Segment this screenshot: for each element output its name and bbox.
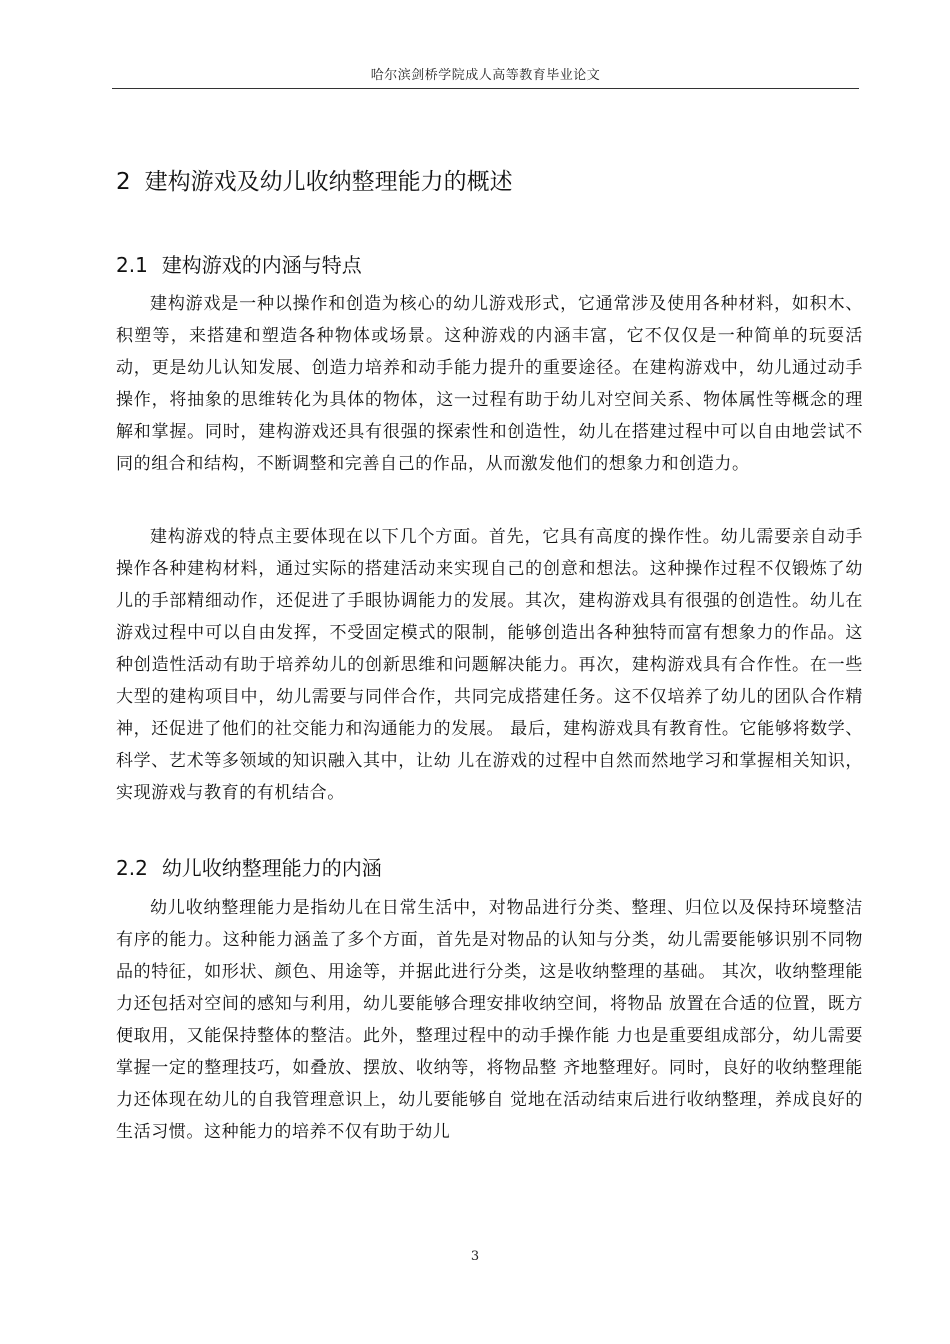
section-title: 建构游戏及幼儿收纳整理能力的概述 — [144, 169, 513, 195]
body-paragraph: 建构游戏是一种以操作和创造为核心的幼儿游戏形式，它通常涉及使用各种材料，如积木、积塑等，来搭建和塑造各种物体或场景。这种游戏的内涵丰富，它不仅仅是一种简单的玩耍活动，更是幼儿认知发展、创造力培养和动手能力提升的重要途径。在建构游戏中，幼儿通过动手操作，将抽象的思维转化为具体的物体，这一过程有助于幼儿对空间关系、物体属性等概念的理解和掌握。同时，建构游戏还具有很强的探索性和创造性，幼儿在搭建过程中可以自由地尝试不同的组合和结构，不断调整和完善自己的作品，从而激发他们的想象力和创造力。 — [116, 294, 863, 474]
body-paragraph: 建构游戏的特点主要体现在以下几个方面。首先，它具有高度的操作性。幼儿需要亲自动手操作各种建构材料，通过实际的搭建活动来实现自己的创意和想法。这种操作过程不仅锻炼了幼儿的手部精细动作，还促进了手眼协调能力的发展。其次，建构游戏具有很强的创造性。幼儿在游戏过程中可以自由发挥，不受固定模式的限制，能够创造出各种独特而富有想象力的作品。这种创造性活动有助于培养幼儿的创新思维和问题解决能力。再次，建构游戏具有合作性。在一些大型的建构项目中，幼儿需要与同伴合作，共同完成搭建任务。这不仅培养了幼儿的团队合作精神，还促进了他们的社交能力和沟通能力的发展。 最后，建构游戏具有教育性。它能够将数学、科学、艺术等多领域的知识融入其中，让幼 儿在游戏的过程中自然而然地学习和掌握相关知识，实现游戏与教育的有机结合。 — [116, 527, 863, 803]
subsection-heading-2-2 — [116, 852, 382, 881]
section-heading — [116, 163, 513, 196]
subsection-title: 建构游戏的内涵与特点 — [161, 253, 362, 277]
body-paragraph: 幼儿收纳整理能力是指幼儿在日常生活中，对物品进行分类、整理、归位以及保持环境整洁有序的能力。这种能力涵盖了多个方面，首先是对物品的认知与分类，幼儿需要能够识别不同物品的特征，如形状、颜色、用途等，并据此进行分类，这是收纳整理的基础。 其次，收纳整理能力还包括对空间的感知与利用，幼儿要能够合理安排收纳空间，将物品 放置在合适的位置，既方便取用，又能保持整体的整洁。此外，整理过程中的动手操作能 力也是重要组成部分，幼儿需要掌握一定的整理技巧，如叠放、摆放、收纳等，将物品整 齐地整理好。同时，良好的收纳整理能力还体现在幼儿的自我管理意识上，幼儿要能够自 觉地在活动结束后进行收纳整理，养成良好的生活习惯。这种能力的培养不仅有助于幼儿 — [116, 898, 863, 1142]
section-number: 2 — [116, 169, 131, 195]
subsection-title: 幼儿收纳整理能力的内涵 — [161, 856, 382, 880]
subsection-number: 2.1 — [116, 253, 148, 277]
page-number: 3 — [470, 1249, 480, 1264]
subsection-number: 2.2 — [116, 856, 148, 880]
subsection-heading-2-1 — [116, 249, 362, 278]
running-header: 哈尔滨剑桥学院成人高等教育毕业论文 — [370, 68, 601, 83]
header-divider — [112, 88, 859, 89]
